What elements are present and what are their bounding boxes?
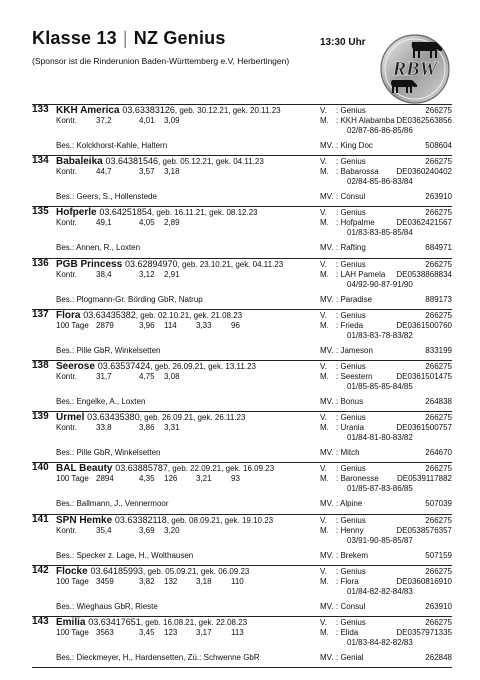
- performance-value: 3,20: [164, 526, 180, 535]
- birth-calving-dates: , geb. 05.12.21, gek. 04.11.23: [158, 157, 264, 166]
- catalog-number: 143: [32, 616, 49, 627]
- performance-value: 2894: [96, 474, 114, 483]
- performance-label: 100 Tage: [56, 628, 89, 637]
- maternal-grandsire-name: : Consul: [336, 192, 366, 201]
- logo-text: RBW: [392, 58, 438, 80]
- animal-line: [56, 207, 258, 218]
- maternal-grandsire-reg: 507159: [425, 551, 452, 560]
- maternal-grandsire-reg: 264670: [425, 448, 452, 457]
- sire-label: V.: [320, 311, 327, 320]
- birth-calving-dates: , geb. 16.11.21, gek. 08.12.23: [151, 208, 258, 217]
- ear-tag-id: 03.63537424: [97, 361, 151, 371]
- performance-value: 3,21: [196, 474, 212, 483]
- sire-label: V.: [320, 208, 327, 217]
- owner: Bes.: Annen, R., Loxten: [56, 243, 141, 252]
- dam-lactations: 01/83-83-78-83/82: [347, 331, 413, 340]
- performance-label: Kontr.: [56, 423, 77, 432]
- owner: Bes.: Engelke, A., Loxten: [56, 397, 146, 406]
- performance-value: 2,91: [164, 270, 180, 279]
- dam-label: M.: [320, 116, 329, 125]
- dam-id: DE0360240402: [396, 167, 452, 176]
- animal-entry: [32, 616, 452, 667]
- maternal-grandsire-label: MV.: [320, 499, 334, 508]
- birth-calving-dates: , geb. 26.09.21, gek. 13.11.23: [150, 362, 256, 371]
- owner: Bes.: Kolckhorst-Kahle, Haltern: [56, 141, 168, 150]
- animal-entry: [32, 565, 452, 616]
- sire-name: : Genius: [336, 567, 366, 576]
- performance-label: Kontr.: [56, 372, 77, 381]
- performance-value: 3,18: [196, 577, 212, 586]
- animal-name: SPN Hemke: [56, 515, 113, 526]
- sire-reg-number: 266275: [425, 311, 452, 320]
- maternal-grandsire-label: MV.: [320, 602, 334, 611]
- dam-lactations: 01/85-85-85-84/85: [347, 382, 413, 391]
- catalog-number: 138: [32, 360, 49, 371]
- dam-id: DE0361500757: [396, 423, 452, 432]
- owner: Bes.: Ballmann, J., Vennermoor: [56, 499, 169, 508]
- animal-line: [56, 105, 281, 116]
- animal-name: BAL Beauty: [56, 463, 113, 474]
- maternal-grandsire-name: : Consul: [336, 602, 366, 611]
- dam-name: : Hofpalme: [336, 218, 375, 227]
- performance-value: 3,69: [139, 526, 155, 535]
- ear-tag-id: 03.64251854: [99, 207, 152, 217]
- performance-value: 49,1: [96, 218, 112, 227]
- owner: Bes.: Pille GbR, Winkelsetten: [56, 448, 161, 457]
- animal-line: [56, 310, 242, 321]
- sire-reg-number: 266275: [425, 464, 452, 473]
- performance-value: 38,4: [96, 270, 112, 279]
- dam-label: M.: [320, 628, 329, 637]
- dam-name: : Flora: [336, 577, 359, 586]
- animal-line: [56, 617, 247, 628]
- maternal-grandsire-reg: 889173: [425, 295, 452, 304]
- dam-label: M.: [320, 270, 329, 279]
- sire-label: V.: [320, 106, 327, 115]
- performance-value: 3,86: [139, 423, 155, 432]
- dam-name: : Frieda: [336, 321, 364, 330]
- animal-line: [56, 156, 264, 167]
- sire-name: : Genius: [336, 157, 366, 166]
- catalog-number: 136: [32, 258, 49, 269]
- owner: Bes.: Dieckmeyer, H., Hardensetten, Zü.: Schwenne GbR: [56, 653, 260, 662]
- ear-tag-id: 03.63435380: [87, 412, 140, 422]
- performance-value: 132: [164, 577, 178, 586]
- dam-lactations: 01/84-81-80-83/82: [347, 433, 413, 442]
- ear-tag-id: 03.63383126: [122, 105, 175, 115]
- sponsor-note: (Sponsor ist die Rinderunion Baden-Württemberg e.V, Herbertingen): [32, 56, 290, 66]
- animal-line: [56, 412, 245, 423]
- sire-name: : Genius: [336, 413, 366, 422]
- maternal-grandsire-name: : Alpine: [336, 499, 363, 508]
- birth-calving-dates: , geb. 26.09.21, gek. 26.11.23: [139, 413, 246, 422]
- animal-entry: [32, 309, 452, 360]
- performance-value: 3,08: [164, 372, 180, 381]
- maternal-grandsire-reg: 263910: [425, 602, 452, 611]
- dam-id: DE0538576357: [396, 526, 452, 535]
- ear-tag-id: 03.64381546: [105, 156, 159, 166]
- entry-divider: [32, 667, 452, 668]
- birth-calving-dates: , geb. 22.09.21, gek. 16.09.23: [167, 464, 275, 473]
- sire-label: V.: [320, 413, 327, 422]
- sire-name: : Genius: [336, 516, 366, 525]
- animal-line: [56, 463, 274, 474]
- sire-reg-number: 266275: [425, 362, 452, 371]
- dam-id: DE0361500760: [396, 321, 452, 330]
- performance-value: 110: [231, 577, 244, 586]
- dam-name: : Baronesse: [336, 474, 379, 483]
- sire-name: : Genius: [336, 618, 366, 627]
- animal-name: Babaleika: [56, 156, 103, 167]
- dam-name: : LAH Pamela: [336, 270, 386, 279]
- animal-entry: [32, 155, 452, 206]
- performance-value: 3,09: [164, 116, 180, 125]
- ear-tag-id: 03.63382118: [114, 515, 167, 525]
- performance-value: 4,01: [139, 116, 155, 125]
- sire-name: : Genius: [336, 260, 366, 269]
- dam-id: DE0361501475: [396, 372, 452, 381]
- maternal-grandsire-reg: 508604: [425, 141, 452, 150]
- catalog-number: 141: [32, 514, 49, 525]
- maternal-grandsire-label: MV.: [320, 243, 334, 252]
- owner: Bes.: Geers, S., Hollenstede: [56, 192, 157, 201]
- performance-value: 37,2: [96, 116, 112, 125]
- maternal-grandsire-label: MV.: [320, 141, 334, 150]
- dam-name: : KKH Alabamba: [336, 116, 395, 125]
- dam-label: M.: [320, 474, 329, 483]
- page-title: [32, 28, 226, 49]
- sire-reg-number: 266275: [425, 516, 452, 525]
- animal-entry: [32, 514, 452, 565]
- dam-name: : Babarossa: [336, 167, 379, 176]
- animal-entry: [32, 360, 452, 411]
- birth-calving-dates: , geb. 02.10.21, gek. 21.08.23: [135, 311, 243, 320]
- dam-lactations: 04/92-90-87-91/90: [347, 280, 413, 289]
- maternal-grandsire-reg: 833199: [425, 346, 452, 355]
- dam-id: DE0362563856: [396, 116, 452, 125]
- performance-value: 35,4: [96, 526, 112, 535]
- animal-entry: [32, 411, 452, 462]
- performance-value: 4,75: [139, 372, 155, 381]
- maternal-grandsire-reg: 507039: [425, 499, 452, 508]
- sire-label: V.: [320, 516, 327, 525]
- performance-value: 126: [164, 474, 178, 483]
- maternal-grandsire-name: : Brekem: [336, 551, 369, 560]
- birth-calving-dates: , geb. 05.09.21, gek. 06.09.23: [143, 567, 250, 576]
- catalog-number: 135: [32, 206, 49, 217]
- maternal-grandsire-name: : Bonus: [336, 397, 364, 406]
- maternal-grandsire-name: : Rafting: [336, 243, 366, 252]
- animal-entry: [32, 462, 452, 513]
- maternal-grandsire-label: MV.: [320, 295, 334, 304]
- performance-label: 100 Tage: [56, 577, 89, 586]
- sire-label: V.: [320, 260, 327, 269]
- maternal-grandsire-name: : King Doc: [336, 141, 373, 150]
- maternal-grandsire-label: MV.: [320, 653, 334, 662]
- animal-name: Urmel: [56, 412, 85, 423]
- animal-entry: [32, 104, 452, 155]
- performance-value: 114: [164, 321, 177, 330]
- performance-label: Kontr.: [56, 270, 77, 279]
- performance-value: 33,8: [96, 423, 112, 432]
- animal-name: Flocke: [56, 566, 88, 577]
- dam-label: M.: [320, 218, 329, 227]
- sire-label: V.: [320, 157, 327, 166]
- dam-id: DE0538868834: [396, 270, 452, 279]
- catalog-number: 134: [32, 155, 49, 166]
- maternal-grandsire-label: MV.: [320, 551, 334, 560]
- dam-lactations: 01/85-87-83-86/85: [347, 484, 413, 493]
- maternal-grandsire-reg: 262848: [425, 653, 452, 662]
- ear-tag-id: 03.63435382: [83, 310, 136, 320]
- sire-label: V.: [320, 464, 327, 473]
- owner: Bes.: Pille GbR, Winkelsetten: [56, 346, 161, 355]
- dam-lactations: 03/91-90-85-85/87: [347, 536, 413, 545]
- dam-name: : Urania: [336, 423, 365, 432]
- sire-name: : Genius: [336, 464, 366, 473]
- birth-calving-dates: , geb. 08.09.21, gek. 19.10.23: [166, 516, 274, 525]
- owner: Bes.: Plogmann-Gr. Börding GbR, Natrup: [56, 295, 203, 304]
- performance-value: 3,33: [196, 321, 212, 330]
- performance-label: Kontr.: [56, 116, 77, 125]
- sire-name: : Genius: [336, 362, 366, 371]
- birth-calving-dates: , geb. 16.08.21, gek. 22.08.23: [140, 618, 248, 627]
- breed-name: NZ Genius: [133, 28, 226, 48]
- animal-name: PGB Princess: [56, 259, 123, 270]
- sire-reg-number: 266275: [425, 618, 452, 627]
- maternal-grandsire-name: : Genial: [336, 653, 364, 662]
- sire-name: : Genius: [336, 311, 366, 320]
- animal-line: [56, 259, 283, 270]
- performance-value: 44,7: [96, 167, 112, 176]
- animal-entry: [32, 258, 452, 309]
- performance-value: 123: [164, 628, 178, 637]
- performance-value: 2,89: [164, 218, 180, 227]
- ear-tag-id: 03.62894970: [124, 259, 178, 269]
- animal-entry: [32, 206, 452, 257]
- performance-value: 3459: [96, 577, 114, 586]
- catalog-number: 133: [32, 104, 49, 115]
- sire-reg-number: 266275: [425, 567, 452, 576]
- performance-value: 4,35: [139, 474, 155, 483]
- dam-label: M.: [320, 167, 329, 176]
- dam-name: : Elida: [336, 628, 359, 637]
- maternal-grandsire-name: : Paradise: [336, 295, 373, 304]
- dam-name: : Seestern: [336, 372, 373, 381]
- dam-lactations: 02/87-86-86-85/86: [347, 126, 413, 135]
- ear-tag-id: 03.63885787: [115, 463, 168, 473]
- sire-reg-number: 266275: [425, 157, 452, 166]
- performance-value: 2879: [96, 321, 114, 330]
- maternal-grandsire-name: : Mitch: [336, 448, 360, 457]
- dam-label: M.: [320, 321, 329, 330]
- sire-reg-number: 266275: [425, 208, 452, 217]
- performance-value: 3563: [96, 628, 114, 637]
- performance-value: 3,57: [139, 167, 155, 176]
- animal-name: Emilia: [56, 617, 86, 628]
- sire-label: V.: [320, 618, 327, 627]
- animal-name: KKH America: [56, 105, 120, 116]
- sire-label: V.: [320, 567, 327, 576]
- performance-value: 113: [231, 628, 244, 637]
- dam-lactations: 01/84-82-82-84/83: [347, 587, 413, 596]
- sire-name: : Genius: [336, 208, 366, 217]
- dam-label: M.: [320, 423, 329, 432]
- performance-value: 3,96: [139, 321, 155, 330]
- birth-calving-dates: , geb. 23.10.21, gek. 04.11.23: [177, 260, 284, 269]
- animal-name: Hofperle: [56, 207, 97, 218]
- ear-tag-id: 03.64185993: [90, 566, 144, 576]
- animal-name: Seerose: [56, 361, 95, 372]
- catalog-number: 140: [32, 462, 49, 473]
- animal-line: [56, 361, 256, 372]
- title-separator: |: [122, 28, 128, 48]
- performance-label: Kontr.: [56, 167, 77, 176]
- maternal-grandsire-label: MV.: [320, 192, 334, 201]
- performance-value: 96: [231, 321, 240, 330]
- sire-name: : Genius: [336, 106, 366, 115]
- maternal-grandsire-reg: 263910: [425, 192, 452, 201]
- performance-label: Kontr.: [56, 218, 77, 227]
- dam-id: DE0362421567: [396, 218, 452, 227]
- owner: Bes.: Specker z. Lage, H., Wolthausen: [56, 551, 194, 560]
- dam-lactations: 02/84-85-86-83/84: [347, 177, 413, 186]
- performance-value: 3,31: [164, 423, 180, 432]
- class-label: Klasse 13: [32, 28, 117, 48]
- sire-reg-number: 266275: [425, 413, 452, 422]
- maternal-grandsire-name: : Jameson: [336, 346, 373, 355]
- catalog-number: 142: [32, 565, 49, 576]
- dam-id: DE0357971335: [396, 628, 452, 637]
- birth-calving-dates: , geb. 30.12.21, gek. 20.11.23: [174, 106, 281, 115]
- performance-value: 3,45: [139, 628, 155, 637]
- performance-value: 31,7: [96, 372, 112, 381]
- dam-id: DE0539117882: [396, 474, 452, 483]
- performance-value: 3,12: [139, 270, 155, 279]
- animal-line: [56, 515, 273, 526]
- dam-name: : Henny: [336, 526, 364, 535]
- performance-value: 3,18: [164, 167, 180, 176]
- maternal-grandsire-label: MV.: [320, 448, 334, 457]
- maternal-grandsire-label: MV.: [320, 346, 334, 355]
- performance-value: 3,17: [196, 628, 212, 637]
- dam-label: M.: [320, 577, 329, 586]
- dam-id: DE0360816910: [396, 577, 452, 586]
- rbw-logo: [378, 32, 452, 106]
- sire-label: V.: [320, 362, 327, 371]
- sire-reg-number: 266275: [425, 260, 452, 269]
- animal-name: Flora: [56, 310, 81, 321]
- performance-label: 100 Tage: [56, 474, 89, 483]
- maternal-grandsire-reg: 264838: [425, 397, 452, 406]
- performance-value: 93: [231, 474, 240, 483]
- animal-line: [56, 566, 249, 577]
- dam-lactations: 01/83-84-82-82/83: [347, 638, 413, 647]
- ear-tag-id: 03.63417651: [88, 617, 141, 627]
- dam-label: M.: [320, 526, 329, 535]
- catalog-number: 139: [32, 411, 49, 422]
- sire-reg-number: 266275: [425, 106, 452, 115]
- performance-label: 100 Tage: [56, 321, 89, 330]
- maternal-grandsire-reg: 684971: [425, 243, 452, 252]
- performance-value: 4,05: [139, 218, 155, 227]
- show-time: 13:30 Uhr: [320, 37, 366, 48]
- performance-label: Kontr.: [56, 526, 77, 535]
- catalog-number: 137: [32, 309, 49, 320]
- maternal-grandsire-label: MV.: [320, 397, 334, 406]
- dam-lactations: 01/83-83-85-85/84: [347, 228, 413, 237]
- dam-label: M.: [320, 372, 329, 381]
- performance-value: 3,82: [139, 577, 155, 586]
- owner: Bes.: Wieghaus GbR, Rieste: [56, 602, 158, 611]
